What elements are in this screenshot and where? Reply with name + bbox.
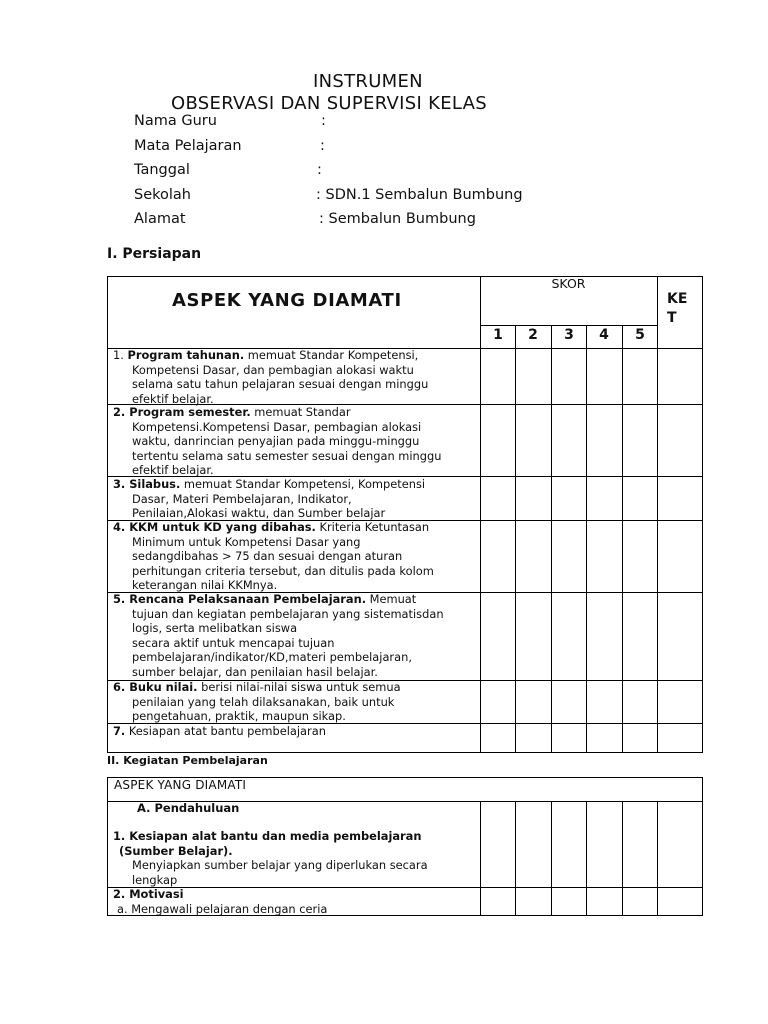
section-heading-persiapan: I. Persiapan [107, 246, 202, 262]
field-value-tanggal: : [317, 162, 322, 178]
field-value-sekolah: : SDN.1 Sembalun Bumbung [316, 187, 523, 203]
field-label-mata-pelajaran: Mata Pelajaran [134, 138, 242, 154]
field-label-nama-guru: Nama Guru [134, 113, 217, 129]
score-number-2: 2 [528, 327, 538, 343]
list-item-kesiapan-alat-bantu: 1. Kesiapan alat bantu dan media pembelajaran (Sumber Belajar). Menyiapkan sumber belajar yang diperlukan secara lengkap [113, 829, 428, 887]
table-row-kesiapan-alat: 7. Kesiapan atat bantu pembelajaran [113, 724, 326, 738]
score-number-4: 4 [599, 327, 609, 343]
aspect-header-2: ASPEK YANG DIAMATI [114, 778, 247, 792]
table-row-buku-nilai: 6. Buku nilai. berisi nilai-nilai siswa untuk semua penilaian yang telah dilaksanakan, baik untuk pengetahuan, praktik, maupun sikap. [113, 680, 401, 724]
score-header: SKOR [551, 276, 586, 291]
field-label-alamat: Alamat [134, 211, 186, 227]
document-title: INSTRUMEN [313, 71, 423, 92]
aspect-header: ASPEK YANG DIAMATI [172, 290, 402, 311]
field-label-tanggal: Tanggal [134, 162, 190, 178]
ket-header: KE T [667, 291, 688, 326]
table-row-program-semester: 2. Program semester. memuat Standar Kompetensi.Kompetensi Dasar, pembagian alokasi waktu, danrincian penyajian pada minggu-minggu tertentu selama satu semester sesuai dengan minggu efektif belajar. [113, 405, 442, 478]
subheading-pendahuluan: A. Pendahuluan [137, 801, 240, 815]
table-row-silabus: 3. Silabus. memuat Standar Kompetensi, Kompetensi Dasar, Materi Pembelajaran, Indikator, Penilaian,Alokasi waktu, dan Sumber belajar [113, 477, 426, 521]
field-value-mata-pelajaran: : [320, 138, 325, 154]
field-value-alamat: : Sembalun Bumbung [319, 211, 476, 227]
field-label-sekolah: Sekolah [134, 187, 191, 203]
field-value-nama-guru: : [321, 113, 326, 129]
score-number-1: 1 [493, 327, 503, 343]
section-heading-kegiatan: II. Kegiatan Pembelajaran [107, 754, 268, 767]
table-row-kkm: 4. KKM untuk KD yang dibahas. Kriteria Ketuntasan Minimum untuk Kompetensi Dasar yang sedangdibahas > 75 dan sesuai dengan aturan perhitungan criteria tersebut, dan ditulis pada kolom keterangan nilai KKMnya. [113, 520, 434, 593]
table-row-rpp: 5. Rencana Pelaksanaan Pembelajaran. Memuat tujuan dan kegiatan pembelajaran yang sistematisdan logis, serta melibatkan siswa secara aktif untuk mencapai tujuan pembelajaran/indikator/KD,materi pembelajaran, sumber belajar, dan penilaian hasil belajar. [113, 592, 444, 679]
score-number-5: 5 [635, 327, 645, 343]
table-row-program-tahunan: 1. Program tahunan. memuat Standar Kompetensi, Kompetensi Dasar, dan pembagian alokasi waktu selama satu tahun pelajaran sesuai dengan minggu efektif belajar. [113, 348, 429, 406]
list-item-motivasi: 2. Motivasi a. Mengawali pelajaran dengan ceria [113, 887, 328, 916]
score-number-3: 3 [564, 327, 574, 343]
document-subtitle: OBSERVASI DAN SUPERVISI KELAS [171, 93, 487, 114]
